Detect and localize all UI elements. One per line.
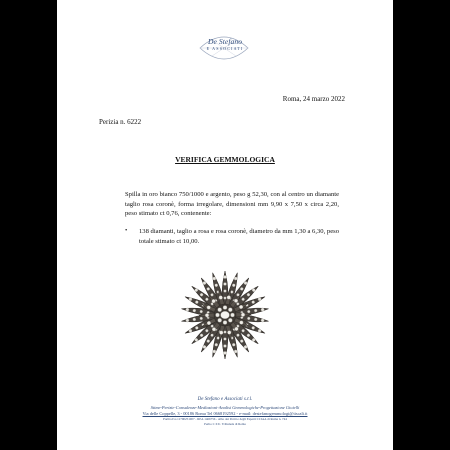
brooch-photo <box>175 265 275 365</box>
reference-number: Perizia n. 6222 <box>99 118 142 126</box>
brand-subtitle: E ASSOCIATI <box>206 46 244 51</box>
bullet-mark: • <box>125 227 128 234</box>
footer-address: Via delle Coppelle, 3 - 00186 Roma Tel 0668192592 - e-mail: destefanogemmologi@tiscali.it <box>142 411 308 416</box>
document-heading: VERIFICA GEMMOLOGICA <box>175 155 275 164</box>
brand-name: De Stefano <box>207 37 243 46</box>
footer-services: Stime-Perizie-Consulenze-Mediazioni-Analisi Gemmologiche-Progettazione Gioielli <box>150 405 300 410</box>
footer-company: De Stefano e Associati s.r.l. <box>197 397 253 402</box>
document-date: Roma, 24 marzo 2022 <box>282 95 345 103</box>
footer-registration: Partita Iva 11790251007 - REA 1466756 - Albo dei Periti e degli Esperti CCIAA di Roma n. 744 <box>163 417 287 421</box>
footer-ctu: Perito C.T.U. Tribunale di Roma <box>204 422 246 426</box>
item-description: Spilla in oro bianco 750/1000 e argento, peso g 52,30, con al centro un diamante taglio rosa coronè, forma irregolare, dimensioni mm 9,90 x 7,50 x circa 2,20, peso stimato ct 0,76, contenente: <box>125 191 339 217</box>
diamond-details: 138 diamanti, taglio a rosa e rosa coronè, diametro da mm 1,30 a 6,30, peso totale stimato ct 10,00. <box>139 228 339 245</box>
document-page <box>57 0 393 450</box>
